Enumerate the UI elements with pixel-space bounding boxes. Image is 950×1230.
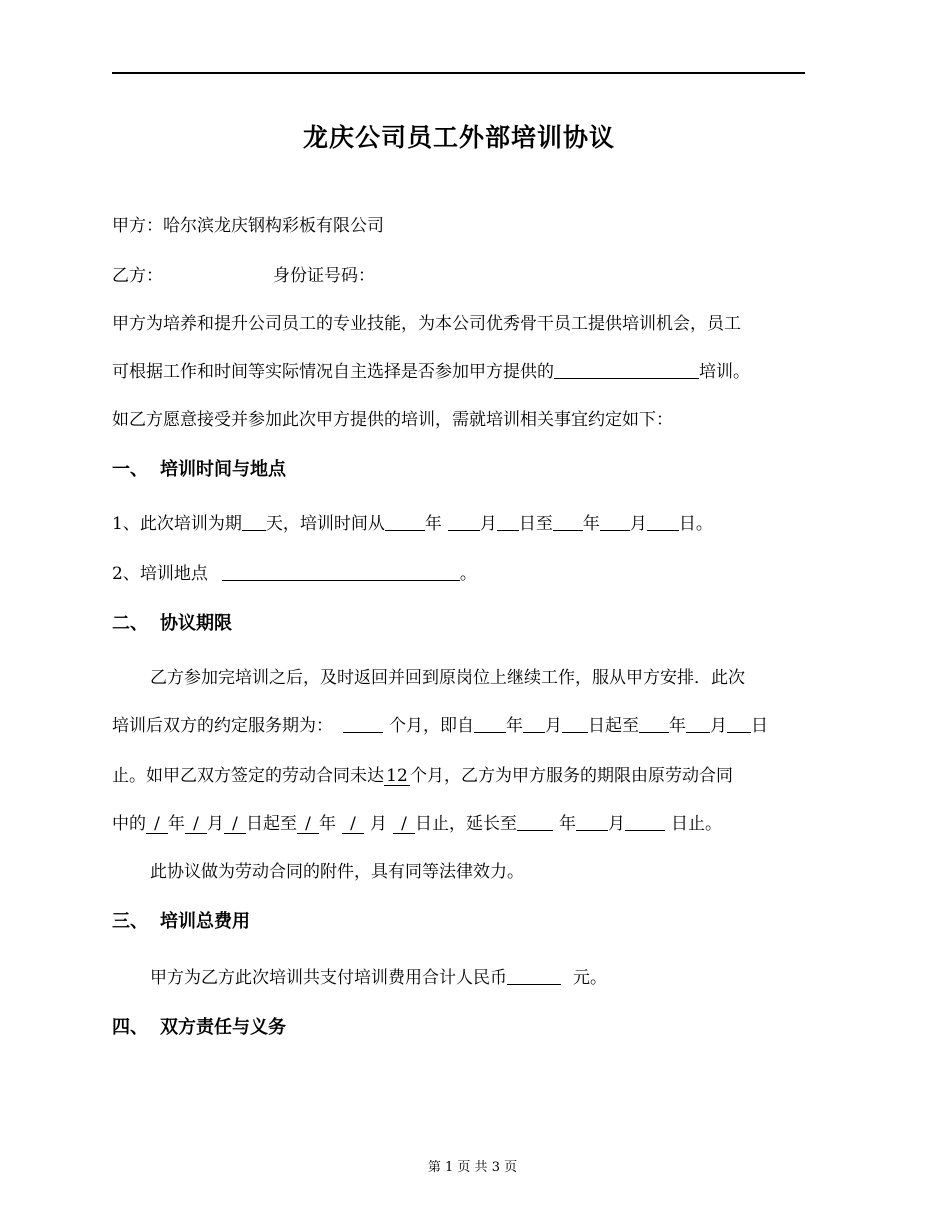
service-months-blank [343,716,383,733]
party-a: 甲方：哈尔滨龙庆钢构彩板有限公司 [112,216,384,236]
section-2-p1-line-2: 培训后双方的约定服务期为： 个月，即自 年 月 日起至 年 月 日 [112,716,768,736]
intro-line-3: 如乙方愿意接受并参加此次甲方提供的培训，需就培训相关事宜约定如下： [112,410,673,430]
total-fee-blank [507,968,561,985]
party-b-label: 乙方： [112,266,163,286]
section-1-item-1: 1、此次培训为期 天，培训时间从 年 月 日至 年 月 日。 [112,514,713,534]
section-1-item-2: 2、培训地点 。 [112,564,477,584]
training-name-blank [554,362,699,379]
section-2-heading: 二、 协议期限 [112,613,232,634]
intro-line-2: 可根据工作和时间等实际情况自主选择是否参加甲方提供的 培训。 [112,362,750,382]
section-3-heading: 三、 培训总费用 [112,911,250,932]
section-2-p1-line-4: 中的 / 年 / 月 / 日起至 / 年 / 月 / 日止，延长至 年 月 日止。 [112,814,722,834]
party-b-id-label: 身份证号码： [273,266,375,286]
section-2-p1-line-3: 止。如甲乙双方签定的劳动合同未达 12 个月，乙方为甲方服务的期限由原劳动合同 [112,766,733,786]
contract-months-value: 12 [384,767,410,786]
section-3-p1: 甲方为乙方此次培训共支付培训费用合计人民币 元。 [150,968,607,988]
page-footer: 第 1 页 共 3 页 [427,1160,518,1175]
section-4-heading: 四、 双方责任与义务 [112,1017,286,1038]
section-2-p2: 此协议做为劳动合同的附件，具有同等法律效力。 [150,862,524,882]
document-title: 龙庆公司员工外部培训协议 [302,123,615,152]
intro-line-1: 甲方为培养和提升公司员工的专业技能，为本公司优秀骨干员工提供培训机会，员工 [112,314,741,334]
section-1-heading: 一、 培训时间与地点 [112,459,286,480]
section-2-p1-line-1: 乙方参加完培训之后，及时返回并回到原岗位上继续工作，服从甲方安排．此次 [150,668,745,688]
party-b-line [112,264,375,288]
duration-days-blank [242,514,266,531]
header-rule [112,72,805,74]
training-location-blank [222,564,460,581]
